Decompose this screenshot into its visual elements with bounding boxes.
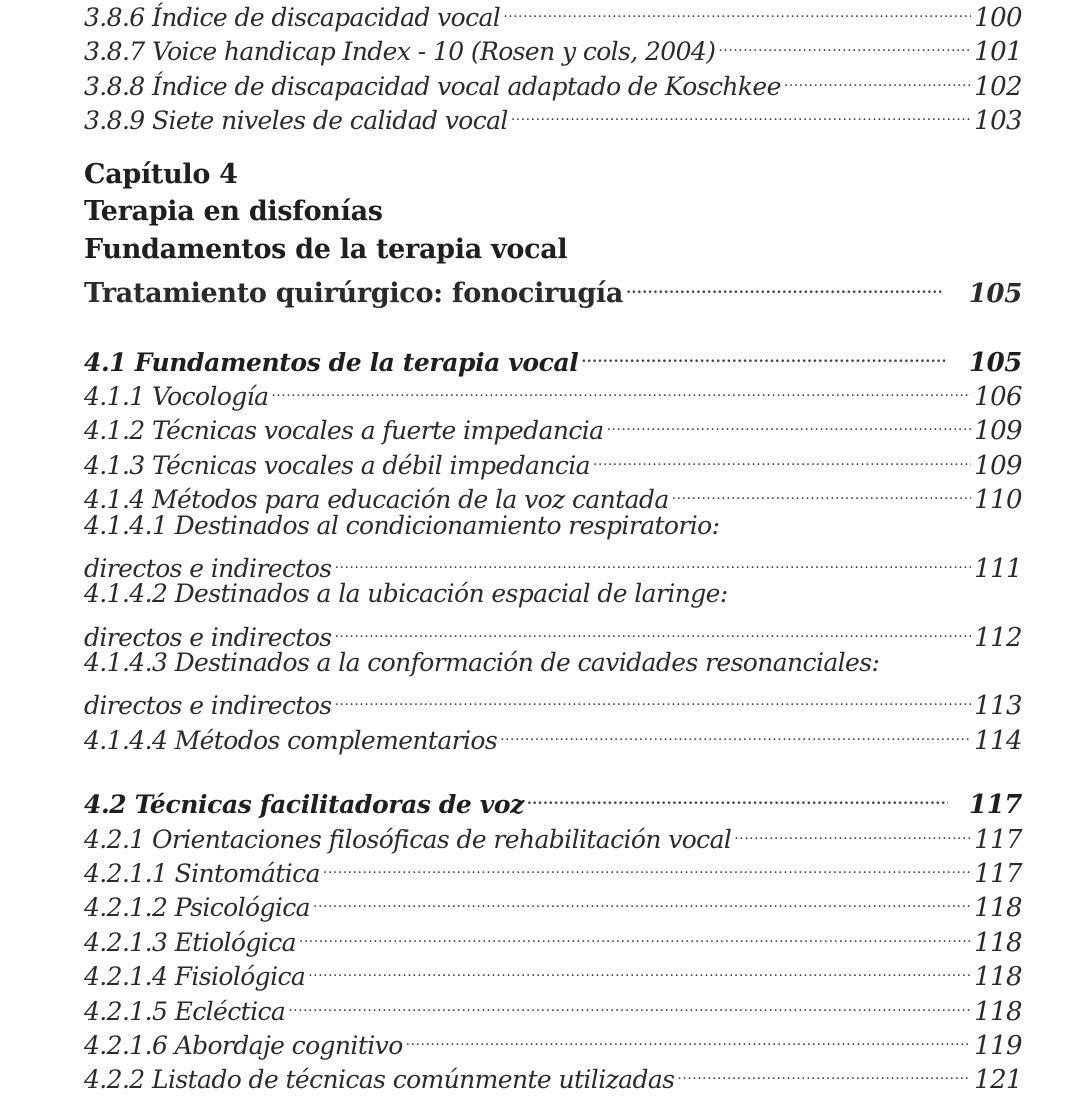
- toc-entry-page: 117: [974, 824, 1022, 855]
- toc-entry-page: 118: [974, 927, 1022, 958]
- toc-entry-label: 4.2.1.2 Psicológica: [84, 893, 310, 923]
- chapter-title-line: Terapia en disfonías: [84, 196, 383, 228]
- dot-leader: [323, 848, 971, 882]
- toc-entry-label: 4.2.1.6 Abordaje cognitivo: [84, 1030, 403, 1060]
- toc-entry-page: 113: [974, 691, 1022, 722]
- toc-entry-page: 118: [974, 996, 1022, 1027]
- dot-leader: [288, 986, 971, 1020]
- toc-entry-page: 118: [974, 893, 1022, 924]
- toc-entry-label: 4.1.3 Técnicas vocales a débil impedancia: [84, 450, 590, 480]
- chapter-title-line: Fundamentos de la terapia vocal: [84, 233, 568, 265]
- toc-entry-label: 3.8.6 Índice de discapacidad vocal: [84, 3, 501, 32]
- dot-leader: [734, 814, 971, 848]
- toc-entry-page: 106: [974, 381, 1022, 412]
- section-heading-label: 4.2 Técnicas facilitadoras de voz: [84, 790, 524, 820]
- dot-leader: [503, 0, 971, 26]
- dot-leader: [406, 1020, 972, 1054]
- section-4-1: [84, 337, 1022, 756]
- toc-entry: [84, 0, 1022, 33]
- toc-entry-label: 4.2.1.4 Fisiológica: [84, 962, 306, 992]
- section-heading: [84, 337, 1022, 378]
- dot-leader: [335, 543, 972, 577]
- toc-entry-page: 103: [974, 106, 1022, 137]
- section-4-2: [84, 779, 1022, 1096]
- toc-entry-page: 121: [974, 1065, 1022, 1096]
- toc-entry-label: 4.1.4 Métodos para educación de la voz cantada: [84, 485, 669, 515]
- dot-leader: [308, 951, 971, 985]
- table-of-contents-page: [84, 0, 1022, 1096]
- toc-entry-label: 4.2.1.5 Ecléctica: [84, 996, 286, 1026]
- toc-entry-label: 4.1.4.4 Métodos complementarios: [84, 725, 498, 755]
- toc-entry-label: 3.8.8 Índice de discapacidad vocal adaptado de Koschkee: [84, 71, 781, 101]
- dot-leader: [677, 1054, 971, 1088]
- toc-entry: [84, 680, 1022, 722]
- toc-entry-label: 4.1.4.1 Destinados al condicionamiento respiratorio:: [84, 510, 720, 540]
- toc-entry-page: 111: [974, 553, 1022, 584]
- dot-leader: [626, 268, 944, 302]
- previous-entries: [84, 0, 1022, 137]
- toc-entry-continuation: directos e indirectos: [84, 622, 332, 652]
- toc-entry-label: 4.2.1 Orientaciones filosóficas de rehabilitación vocal: [84, 824, 732, 854]
- dot-leader: [511, 95, 971, 129]
- dot-leader: [527, 779, 948, 813]
- section-heading: [84, 779, 1022, 821]
- toc-entry-page: 117: [974, 859, 1022, 890]
- dot-leader: [299, 917, 971, 951]
- toc-entry-page: 112: [974, 622, 1022, 653]
- toc-entry-first-line: [84, 577, 1022, 611]
- toc-entry-label: 4.1.4.3 Destinados a la conformación de cavidades resonanciales:: [84, 648, 880, 678]
- toc-entry-first-line: [84, 509, 1022, 543]
- dot-leader: [593, 440, 971, 474]
- toc-entry-page: 119: [974, 1030, 1022, 1061]
- section-heading-page: 105: [968, 347, 1022, 378]
- toc-entry-page: 100: [974, 3, 1022, 33]
- toc-entry-page: 118: [974, 962, 1022, 993]
- toc-entry-continuation: directos e indirectos: [84, 691, 332, 721]
- toc-entry-label: 4.1.2 Técnicas vocales a fuerte impedancia: [84, 416, 604, 446]
- toc-entry-page: 114: [974, 725, 1022, 756]
- toc-entry-first-line: [84, 646, 1022, 680]
- toc-entry-page: 109: [974, 450, 1022, 481]
- dot-leader: [313, 882, 971, 916]
- toc-entry-label: 3.8.7 Voice handicap Index - 10 (Rosen y cols, 2004): [84, 37, 716, 67]
- toc-entry-page: 102: [974, 71, 1022, 102]
- section-heading-label: 4.1 Fundamentos de la terapia vocal: [84, 347, 579, 377]
- toc-entry-label: 4.1.1 Vocología: [84, 381, 269, 411]
- dot-leader: [271, 371, 971, 405]
- dot-leader: [606, 405, 971, 439]
- toc-entry-label: 4.2.2 Listado de técnicas comúnmente utilizadas: [84, 1065, 675, 1095]
- toc-entry-page: 101: [974, 37, 1022, 68]
- dot-leader: [500, 715, 971, 749]
- chapter-title-line: Tratamiento quirúrgico: fonocirugía: [84, 278, 624, 310]
- toc-entry-label: 4.2.1.3 Etiológica: [84, 927, 296, 957]
- dot-leader: [335, 612, 972, 646]
- toc-entry-page: 110: [974, 485, 1022, 516]
- toc-entry-label: 4.2.1.1 Sintomática: [84, 859, 320, 889]
- toc-entry-page: 109: [974, 416, 1022, 447]
- toc-entry-label: 4.1.4.2 Destinados a la ubicación espacial de laringe:: [84, 579, 728, 609]
- toc-entry-continuation: directos e indirectos: [84, 553, 332, 583]
- toc-entry-label: 3.8.9 Siete niveles de calidad vocal: [84, 106, 508, 136]
- chapter-heading: [84, 156, 1022, 310]
- dot-leader: [335, 680, 972, 714]
- dot-leader: [784, 61, 971, 95]
- toc-entry: [84, 612, 1022, 653]
- dot-leader: [581, 337, 948, 371]
- dot-leader: [672, 474, 972, 508]
- chapter-title-last-line: [84, 268, 1022, 310]
- chapter-number: Capítulo 4: [84, 158, 238, 190]
- toc-entry: [84, 543, 1022, 584]
- dot-leader: [718, 26, 971, 60]
- chapter-page: 105: [968, 279, 1022, 310]
- section-heading-page: 117: [968, 790, 1022, 821]
